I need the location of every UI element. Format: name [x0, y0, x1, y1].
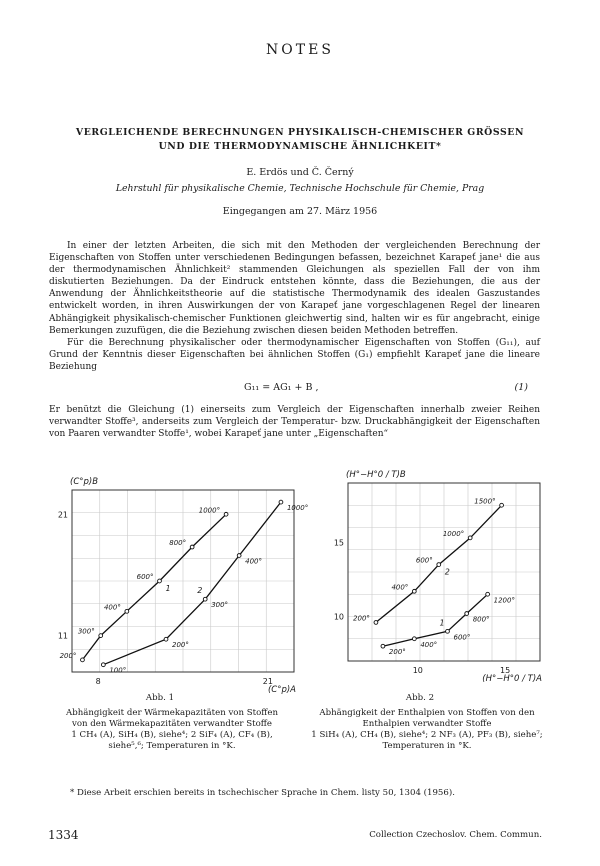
data-point — [374, 621, 378, 625]
data-point — [437, 563, 441, 567]
title-line-1: VERGLEICHENDE BERECHNUNGEN PHYSIKALISCH-CHEMISCHER GRÖSSEN — [75, 127, 525, 138]
running-head: NOTES — [266, 42, 334, 58]
y-axis-label: (H°−H°0 / T)B — [346, 470, 406, 480]
series-label: 1 — [439, 618, 445, 628]
figure-1-caption — [57, 708, 287, 752]
point-label: 1000° — [442, 529, 465, 538]
figure-2-chart — [300, 455, 555, 685]
figure-2-caption-line-2: 1 SiH₄ (A), CH₄ (B), siehe⁴; 2 NF₃ (A), PF₃ (B), siehe⁷; Temperaturen in °K. — [311, 730, 543, 751]
point-label: 1500° — [474, 497, 496, 506]
point-label: 600° — [415, 556, 433, 565]
point-label: 300° — [77, 627, 95, 636]
point-label: 400° — [391, 583, 409, 592]
x-tick-label: 21 — [262, 677, 273, 686]
data-point — [125, 609, 129, 613]
y-tick-label: 10 — [333, 612, 344, 622]
point-label: 400° — [420, 640, 438, 649]
received-date: Eingegangen am 27. März 1956 — [222, 206, 378, 217]
point-label: 400° — [103, 603, 121, 612]
series-line-2 — [103, 502, 281, 665]
footnote: * Diese Arbeit erschien bereits in tschechischer Sprache in Chem. listy 50, 1304 (1956). — [70, 788, 455, 798]
page-number: 1334 — [48, 828, 79, 842]
point-label: 1000° — [286, 504, 309, 513]
data-point — [190, 545, 194, 549]
data-point — [468, 536, 472, 540]
data-point — [224, 512, 228, 516]
point-label: 300° — [211, 601, 229, 610]
y-axis-label: (C°p)B — [70, 477, 99, 487]
x-tick-label: 15 — [499, 666, 511, 675]
y-tick-label: 15 — [333, 538, 344, 548]
data-point — [486, 592, 490, 596]
data-point — [412, 637, 416, 641]
series-line-1 — [82, 514, 229, 660]
point-label: 200° — [388, 648, 406, 657]
paragraph-2: Für die Berechnung physikalischer oder thermodynamischer Eigenschaften von Stoffen (G₁₁), auf Grund der Kenntnis dieser Eigenschaften bei ähnlichen Stoffen (G₁) empfiehlt Karapeť jane die lineare Beziehung — [49, 338, 540, 373]
x-axis-label: (H°−H°0 / T)A — [482, 674, 542, 684]
data-point — [164, 637, 168, 641]
point-label: 800° — [472, 615, 490, 624]
data-point — [465, 612, 469, 616]
equation-expression: G₁₁ = AG₁ + B , — [244, 382, 319, 393]
point-label: 200° — [59, 651, 77, 660]
point-label: 400° — [245, 557, 263, 566]
series-label: 2 — [444, 567, 450, 577]
figure-2-caption — [307, 708, 547, 752]
data-point — [279, 500, 283, 504]
data-point — [203, 597, 207, 601]
data-point — [101, 663, 105, 667]
authors: E. Erdös und Č. Černý — [246, 167, 354, 178]
point-label: 1000° — [198, 506, 221, 515]
equation-1 — [49, 382, 540, 396]
title-line-2: UND DIE THERMODYNAMISCHE ÄHNLICHKEIT* — [158, 141, 442, 152]
point-label: 100° — [109, 666, 127, 675]
point-label: 200° — [172, 641, 189, 650]
data-point — [446, 629, 450, 633]
data-point — [81, 658, 85, 662]
series-label: 1 — [165, 584, 171, 593]
journal-name: Collection Czechoslov. Chem. Commun. — [369, 830, 542, 840]
y-tick-label: 11 — [57, 631, 68, 641]
point-label: 600° — [453, 633, 471, 642]
paragraph-3: Er benützt die Gleichung (1) einerseits zum Vergleich der Eigenschaften innerhalb zweier Reihen verwandter Stoffe³, anderseits zum Vergleich der Temperatur- bzw. Druckabhängigkeit der Eigenschaften von Paaren verwandter Stoffe¹, wobei Karapeť jane unter „Eigenschaften“ — [49, 405, 540, 440]
paragraph-1: In einer der letzten Arbeiten, die sich mit den Methoden der vergleichenden Berechnung der Eigenschaften von Stoffen unter verschiedenen Bedingungen befassen, bezeichnet Karapeť jane¹ die aus der thermodynamischen Ähnlichkeit² stammenden Gleichungen als speziellen Fall der von ihm diskutierten Beziehungen. Da der Eindruck entstehen könnte, dass die Beziehungen, die aus der Anwendung der Ähnlichkeitstheorie auf die statistische Thermodynamik des idealen Gaszustandes entwickelt worden, in ihren Auswirkungen der von Karapeť jane vorgeschlagenen Regel der linearen Abhängigkeit physikalisch-chemischer Funktionen gleichwertig sind, halten wir es für angebracht, einige Bemerkungen zuzufügen, die die Beziehung zwischen diesen beiden Methoden betreffen. — [49, 241, 540, 336]
data-point — [500, 503, 504, 507]
figure-1-caption-line-1: Abhängigkeit der Wärmekapazitäten von Stoffen von den Wärmekapazitäten verwandter Stoffe — [65, 708, 278, 729]
figure-1-caption-line-2: 1 CH₄ (A), SiH₄ (B), siehe⁴; 2 SiF₄ (A), CF₄ (B), siehe⁵,⁶; Temperaturen in °K. — [71, 730, 273, 751]
figure-2-caption-head: Abb. 2 — [405, 693, 435, 703]
figure-1-caption-head: Abb. 1 — [145, 693, 175, 703]
data-point — [99, 634, 103, 638]
point-label: 1200° — [493, 596, 515, 605]
affiliation: Lehrstuhl für physikalische Chemie, Technische Hochschule für Chemie, Prag — [115, 183, 485, 194]
series-label: 2 — [197, 586, 203, 596]
point-label: 800° — [169, 539, 187, 548]
x-axis-label: (C°p)A — [267, 685, 296, 695]
data-point — [381, 644, 385, 648]
x-tick-label: 10 — [412, 666, 423, 675]
point-label: 200° — [353, 614, 370, 623]
y-tick-label: 21 — [57, 510, 68, 520]
figure-1-chart — [40, 462, 309, 695]
data-point — [158, 579, 162, 583]
x-tick-label: 8 — [95, 677, 101, 686]
data-point — [412, 589, 416, 593]
equation-number: (1) — [514, 382, 528, 393]
data-point — [237, 554, 241, 558]
article-title — [60, 126, 540, 154]
point-label: 600° — [136, 573, 154, 581]
figure-2-caption-line-1: Abhängigkeit der Enthalpien von Stoffen von den Enthalpien verwandter Stoffe — [319, 708, 535, 729]
